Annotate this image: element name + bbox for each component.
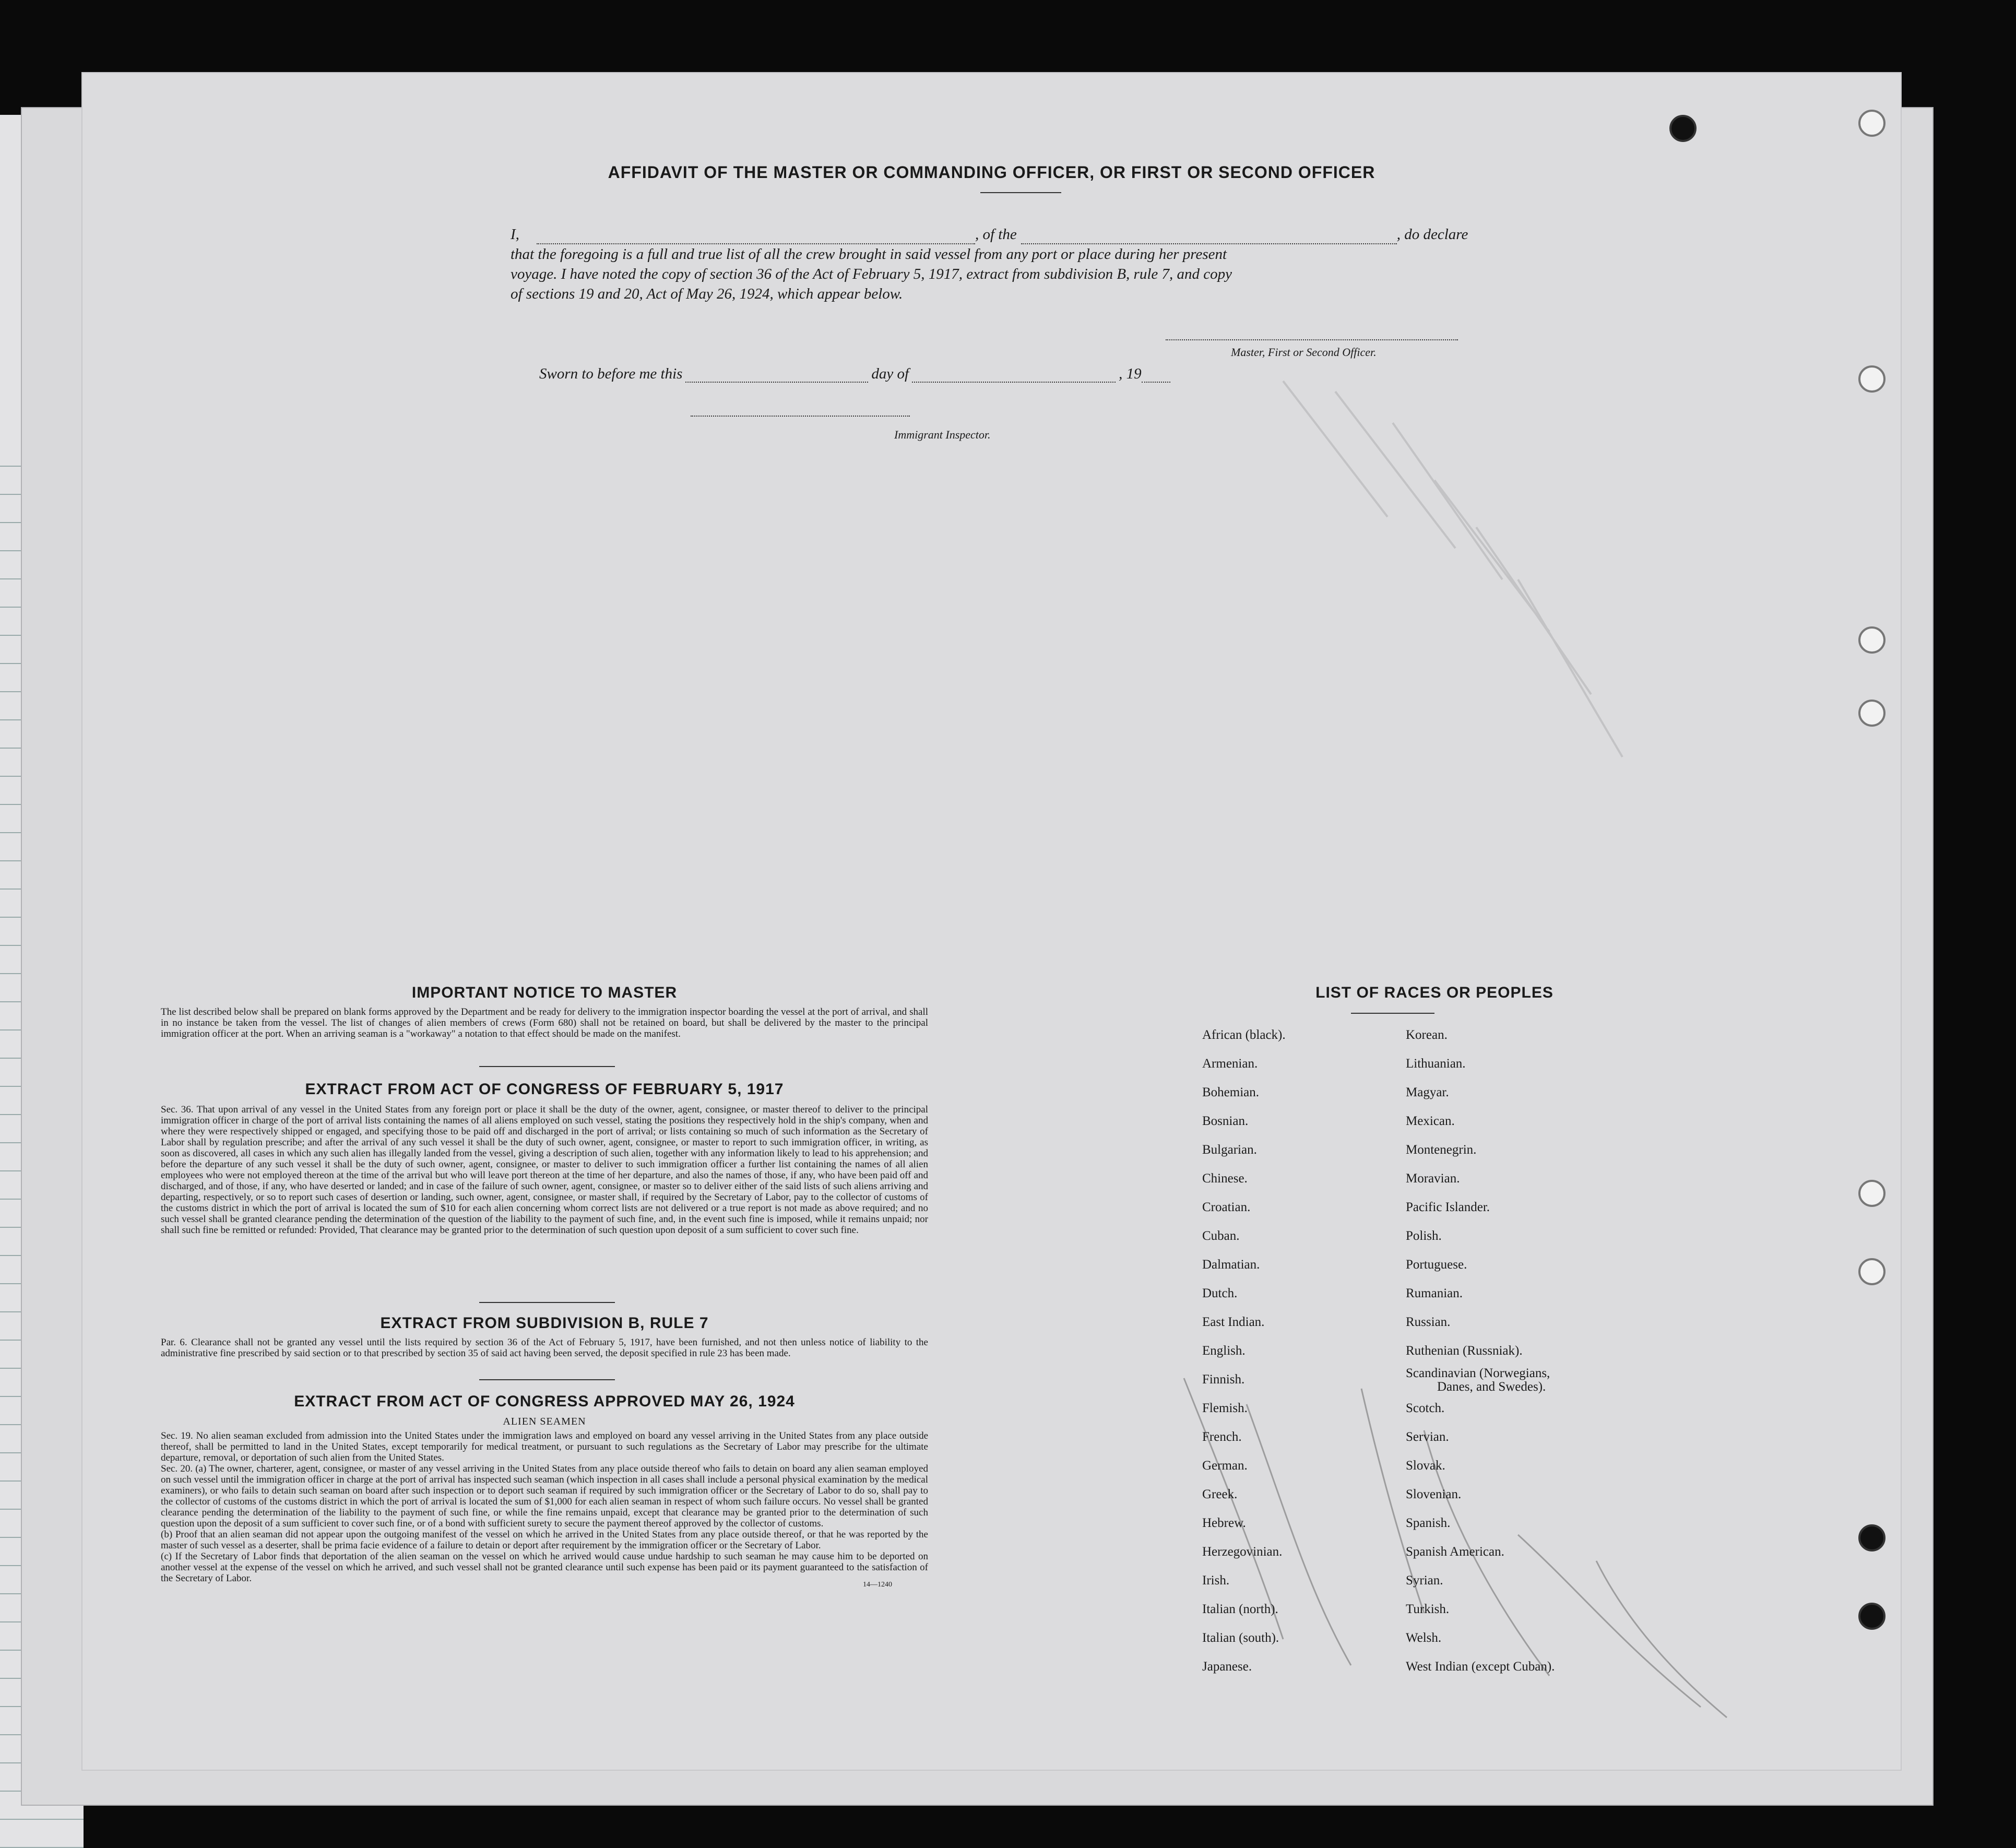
punch-hole — [1669, 115, 1697, 142]
year-blank[interactable] — [1142, 370, 1170, 383]
race-item: Portuguese. — [1406, 1258, 1467, 1272]
affidavit-title: AFFIDAVIT OF THE MASTER OR COMMANDING OFFICER, OR FIRST OR SECOND OFFICER — [608, 163, 1375, 182]
race-item: Dutch. — [1202, 1286, 1238, 1300]
master-signature-label: Master, First or Second Officer. — [1231, 346, 1377, 359]
race-item: Finnish. — [1202, 1372, 1245, 1387]
affidavit-line-2: that the foregoing is a full and true list of all the crew brought in said vessel from any port or place during her present — [511, 246, 1227, 263]
alien-seamen-subtitle: ALIEN SEAMEN — [503, 1416, 586, 1427]
race-item: Spanish American. — [1406, 1545, 1504, 1559]
race-item: Armenian. — [1202, 1057, 1258, 1071]
race-item: Russian. — [1406, 1315, 1451, 1329]
race-item: English. — [1202, 1344, 1246, 1358]
race-item: French. — [1202, 1430, 1242, 1444]
day-of-label: day of — [871, 365, 909, 382]
rule7-text: Par. 6. Clearance shall not be granted any vessel until the lists required by section 36 of the Act of February 5, 1917, have been furnished, and not then unless notice of liability to the administrative fine prescribed by said section or to that prescribed by section 35 of said act having been served, the deposit specified in rule 23 has been made. — [161, 1337, 928, 1359]
race-item: Greek. — [1202, 1487, 1238, 1501]
rule7-title: EXTRACT FROM SUBDIVISION B, RULE 7 — [380, 1314, 709, 1332]
race-item: Magyar. — [1406, 1085, 1449, 1099]
race-item: Chinese. — [1202, 1171, 1248, 1186]
race-item: East Indian. — [1202, 1315, 1265, 1329]
inspector-label: Immigrant Inspector. — [894, 428, 991, 441]
race-item: Turkish. — [1406, 1602, 1450, 1616]
master-signature-line[interactable] — [1166, 339, 1458, 340]
extract-1917-title: EXTRACT FROM ACT OF CONGRESS OF FEBRUARY 5, 1917 — [305, 1081, 784, 1098]
extract-1924-title: EXTRACT FROM ACT OF CONGRESS APPROVED MAY 26, 1924 — [294, 1393, 795, 1410]
race-item: African (black). — [1202, 1028, 1286, 1042]
race-item: Italian (north). — [1202, 1602, 1278, 1616]
race-item: Spanish. — [1406, 1516, 1451, 1530]
race-item: West Indian (except Cuban). — [1406, 1660, 1555, 1674]
sworn-label: Sworn to before me this — [539, 365, 683, 382]
affidavit-line-1 — [511, 224, 1575, 244]
affidavit-line-3: voyage. I have noted the copy of section 36 of the Act of February 5, 1917, extract from subdivision B, rule 7, and copy — [511, 266, 1232, 282]
punch-hole — [1858, 365, 1885, 393]
bleed-through-marks — [1257, 360, 1675, 934]
punch-hole — [1858, 1258, 1885, 1285]
extract-1924-text — [161, 1430, 928, 1584]
sec-20b-text: (b) Proof that an alien seaman did not appear upon the outgoing manifest of the vessel on which he arrived in the United States from any place outside thereof, or that he was reported by the master of such vessel as a deserter, shall be prima facie evidence of a failure to detain or deport after requirement by the immigration officer or the Secretary of Labor. — [161, 1529, 928, 1551]
race-item: Welsh. — [1406, 1631, 1442, 1645]
race-item-scandinavian-cont: Danes, and Swedes). — [1437, 1380, 1546, 1394]
race-item: Servian. — [1406, 1430, 1449, 1444]
section-rule — [479, 1302, 615, 1303]
race-item: Japanese. — [1202, 1660, 1252, 1674]
sworn-line — [539, 365, 1170, 383]
race-item: Mexican. — [1406, 1114, 1455, 1128]
punch-hole — [1858, 1524, 1885, 1551]
races-rule — [1351, 1013, 1434, 1014]
race-item: Korean. — [1406, 1028, 1448, 1042]
race-item: Hebrew. — [1202, 1516, 1246, 1530]
vessel-blank[interactable] — [1021, 231, 1397, 244]
section-rule — [479, 1066, 615, 1067]
title-rule — [980, 192, 1061, 193]
form-number: 14—1240 — [863, 1581, 892, 1589]
race-item: Flemish. — [1202, 1401, 1248, 1415]
race-item: Scotch. — [1406, 1401, 1445, 1415]
race-item: Italian (south). — [1202, 1631, 1279, 1645]
sec-19-text: Sec. 19. No alien seaman excluded from admission into the United States under the immigration laws and employed on board any vessel arriving in the United States from any place outside thereof, shall be permitted to land in the United States, except temporarily for medical treatment, or pursuant to such regulations as the Secretary of Labor may prescribe for the ultimate departure, removal, or deportation of such alien from the United States. — [161, 1430, 928, 1463]
year-label: , 19 — [1119, 365, 1142, 382]
race-item: Syrian. — [1406, 1573, 1443, 1588]
race-item: German. — [1202, 1459, 1248, 1473]
affidavit-i: I, — [511, 226, 519, 243]
race-item: Polish. — [1406, 1229, 1442, 1243]
race-item: Ruthenian (Russniak). — [1406, 1344, 1523, 1358]
notice-title: IMPORTANT NOTICE TO MASTER — [411, 984, 678, 1001]
race-item: Bosnian. — [1202, 1114, 1249, 1128]
punch-hole — [1858, 700, 1885, 727]
sec-20c-text: (c) If the Secretary of Labor finds that deportation of the alien seaman on the vessel on which he arrived would cause undue hardship to such seaman he may cause him to be deported on another vessel at the expense of the vessel on which he arrived, and such vessel shall not be granted clearance until such expense has been paid or its payment guaranteed to the satisfaction of the Secretary of Labor. — [161, 1551, 928, 1584]
race-item: Irish. — [1202, 1573, 1230, 1588]
race-item: Cuban. — [1202, 1229, 1240, 1243]
race-item: Slovak. — [1406, 1459, 1445, 1473]
punch-hole — [1858, 110, 1885, 137]
race-item: Slovenian. — [1406, 1487, 1462, 1501]
races-title: LIST OF RACES OR PEOPLES — [1315, 984, 1553, 1001]
race-item: Dalmatian. — [1202, 1258, 1260, 1272]
race-item: Bohemian. — [1202, 1085, 1260, 1099]
affidavit-body — [511, 224, 1575, 304]
race-item: Lithuanian. — [1406, 1057, 1466, 1071]
name-blank[interactable] — [537, 231, 975, 244]
affidavit-of-the: , of the — [975, 226, 1017, 243]
punch-hole — [1858, 1603, 1885, 1630]
race-item: Montenegrin. — [1406, 1143, 1477, 1157]
sec-20a-text: Sec. 20. (a) The owner, charterer, agent, consignee, or master of any vessel arriving in the United States from any place outside thereof who fails to detain on board any alien seaman employed on such vessel until the immigration officer in charge at the port of arrival has inspected such seaman (which inspection in all cases shall include a personal physical examination by the medical examiners), or who fails to detain such seaman on board after such inspection or to deport such seaman if required by such immigration officer or the Secretary of Labor to do so, shall pay to the collector of customs of the customs district in which the port of arrival is located the sum of $1,000 for each alien seaman in respect of whom such failure occurs. No vessel shall be granted clearance pending the determination of the liability to the payment of such fine, or while the fine remains unpaid, except that clearance may be granted prior to the determination of such question upon the deposit of a sum sufficient to cover such fine, or of a bond with sufficient surety to secure the payment thereof approved by the collector of customs. — [161, 1463, 928, 1529]
notice-text: The list described below shall be prepared on blank forms approved by the Department and be ready for delivery to the immigration inspector boarding the vessel at the port of arrival, and shall in no instance be taken from the vessel. The list of changes of alien members of crews (Form 680) shall not be retained on board, but shall be delivered by the master to the principal immigration officer at the port. When an arriving seaman is a "workaway" a notation to that effect should be made on the manifest. — [161, 1006, 928, 1039]
race-item: Pacific Islander. — [1406, 1200, 1490, 1214]
punch-hole — [1858, 626, 1885, 654]
race-item: Bulgarian. — [1202, 1143, 1257, 1157]
affidavit-declare: , do declare — [1396, 226, 1468, 243]
month-blank[interactable] — [912, 370, 1116, 383]
race-item: Croatian. — [1202, 1200, 1251, 1214]
pencil-scribbles — [1153, 1300, 1805, 1770]
race-item: Rumanian. — [1406, 1286, 1463, 1300]
section-rule — [479, 1379, 615, 1380]
extract-1917-text: Sec. 36. That upon arrival of any vessel in the United States from any foreign port or place it shall be the duty of the owner, agent, consignee, or master thereof to deliver to the principal immigration officer in charge of the port of arrival lists containing the names of all aliens employed on such vessel, stating the positions they respectively hold in the ship's company, when and where they were respectively shipped or engaged, and specifying those to be paid off and discharged in the port of arrival; or lists containing so much of such information as the Secretary of Labor shall by regulation prescribe; and after the arrival of any such vessel it shall be the duty of such owner, agent, consignee, or master to report to such immigration officer, in writing, as soon as discovered, all cases in which any such alien has illegally landed from the vessel, giving a description of such alien, together with any information likely to lead to his apprehension; and before the departure of any such vessel it shall be the duty of such owner, agent, consignee, or master to deliver to such immigration officer a further list containing the names of all alien employees who were not employed thereon at the time of the arrival but who will leave port thereon at the time of her departure, and also the names of those, if any, who have been paid off and discharged, and of those, if any, who have deserted or landed; and in case of the failure of such owner, agent, consignee, or master so to deliver either of the said lists of such aliens arriving and departing, respectively, or so to report such cases of desertion or landing, such owner, agent, consignee, or master shall, if required by the Secretary of Labor, pay to the collector of customs of the customs district in which the port of arrival is located the sum of $10 for each alien concerning whom correct lists are not delivered or a true report is not made as above required; and no such vessel shall be granted clearance pending the determination of the question of the liability to the payment of such fine, and, in the event such fine is imposed, while it remains unpaid; nor shall such fine be remitted or refunded: Provided, That clearance may be granted prior to the determination of such question upon deposit of a sum sufficient to cover such fine. — [161, 1104, 928, 1236]
affidavit-line-4: of sections 19 and 20, Act of May 26, 1924, which appear below. — [511, 286, 903, 302]
race-item: Moravian. — [1406, 1171, 1460, 1186]
race-item: Herzegovinian. — [1202, 1545, 1283, 1559]
sworn-day-blank[interactable] — [685, 370, 868, 383]
inspector-signature-line[interactable] — [691, 416, 910, 417]
manifest-form-page — [82, 73, 1901, 1770]
punch-hole — [1858, 1180, 1885, 1207]
race-item-scandinavian: Scandinavian (Norwegians, — [1406, 1366, 1550, 1380]
